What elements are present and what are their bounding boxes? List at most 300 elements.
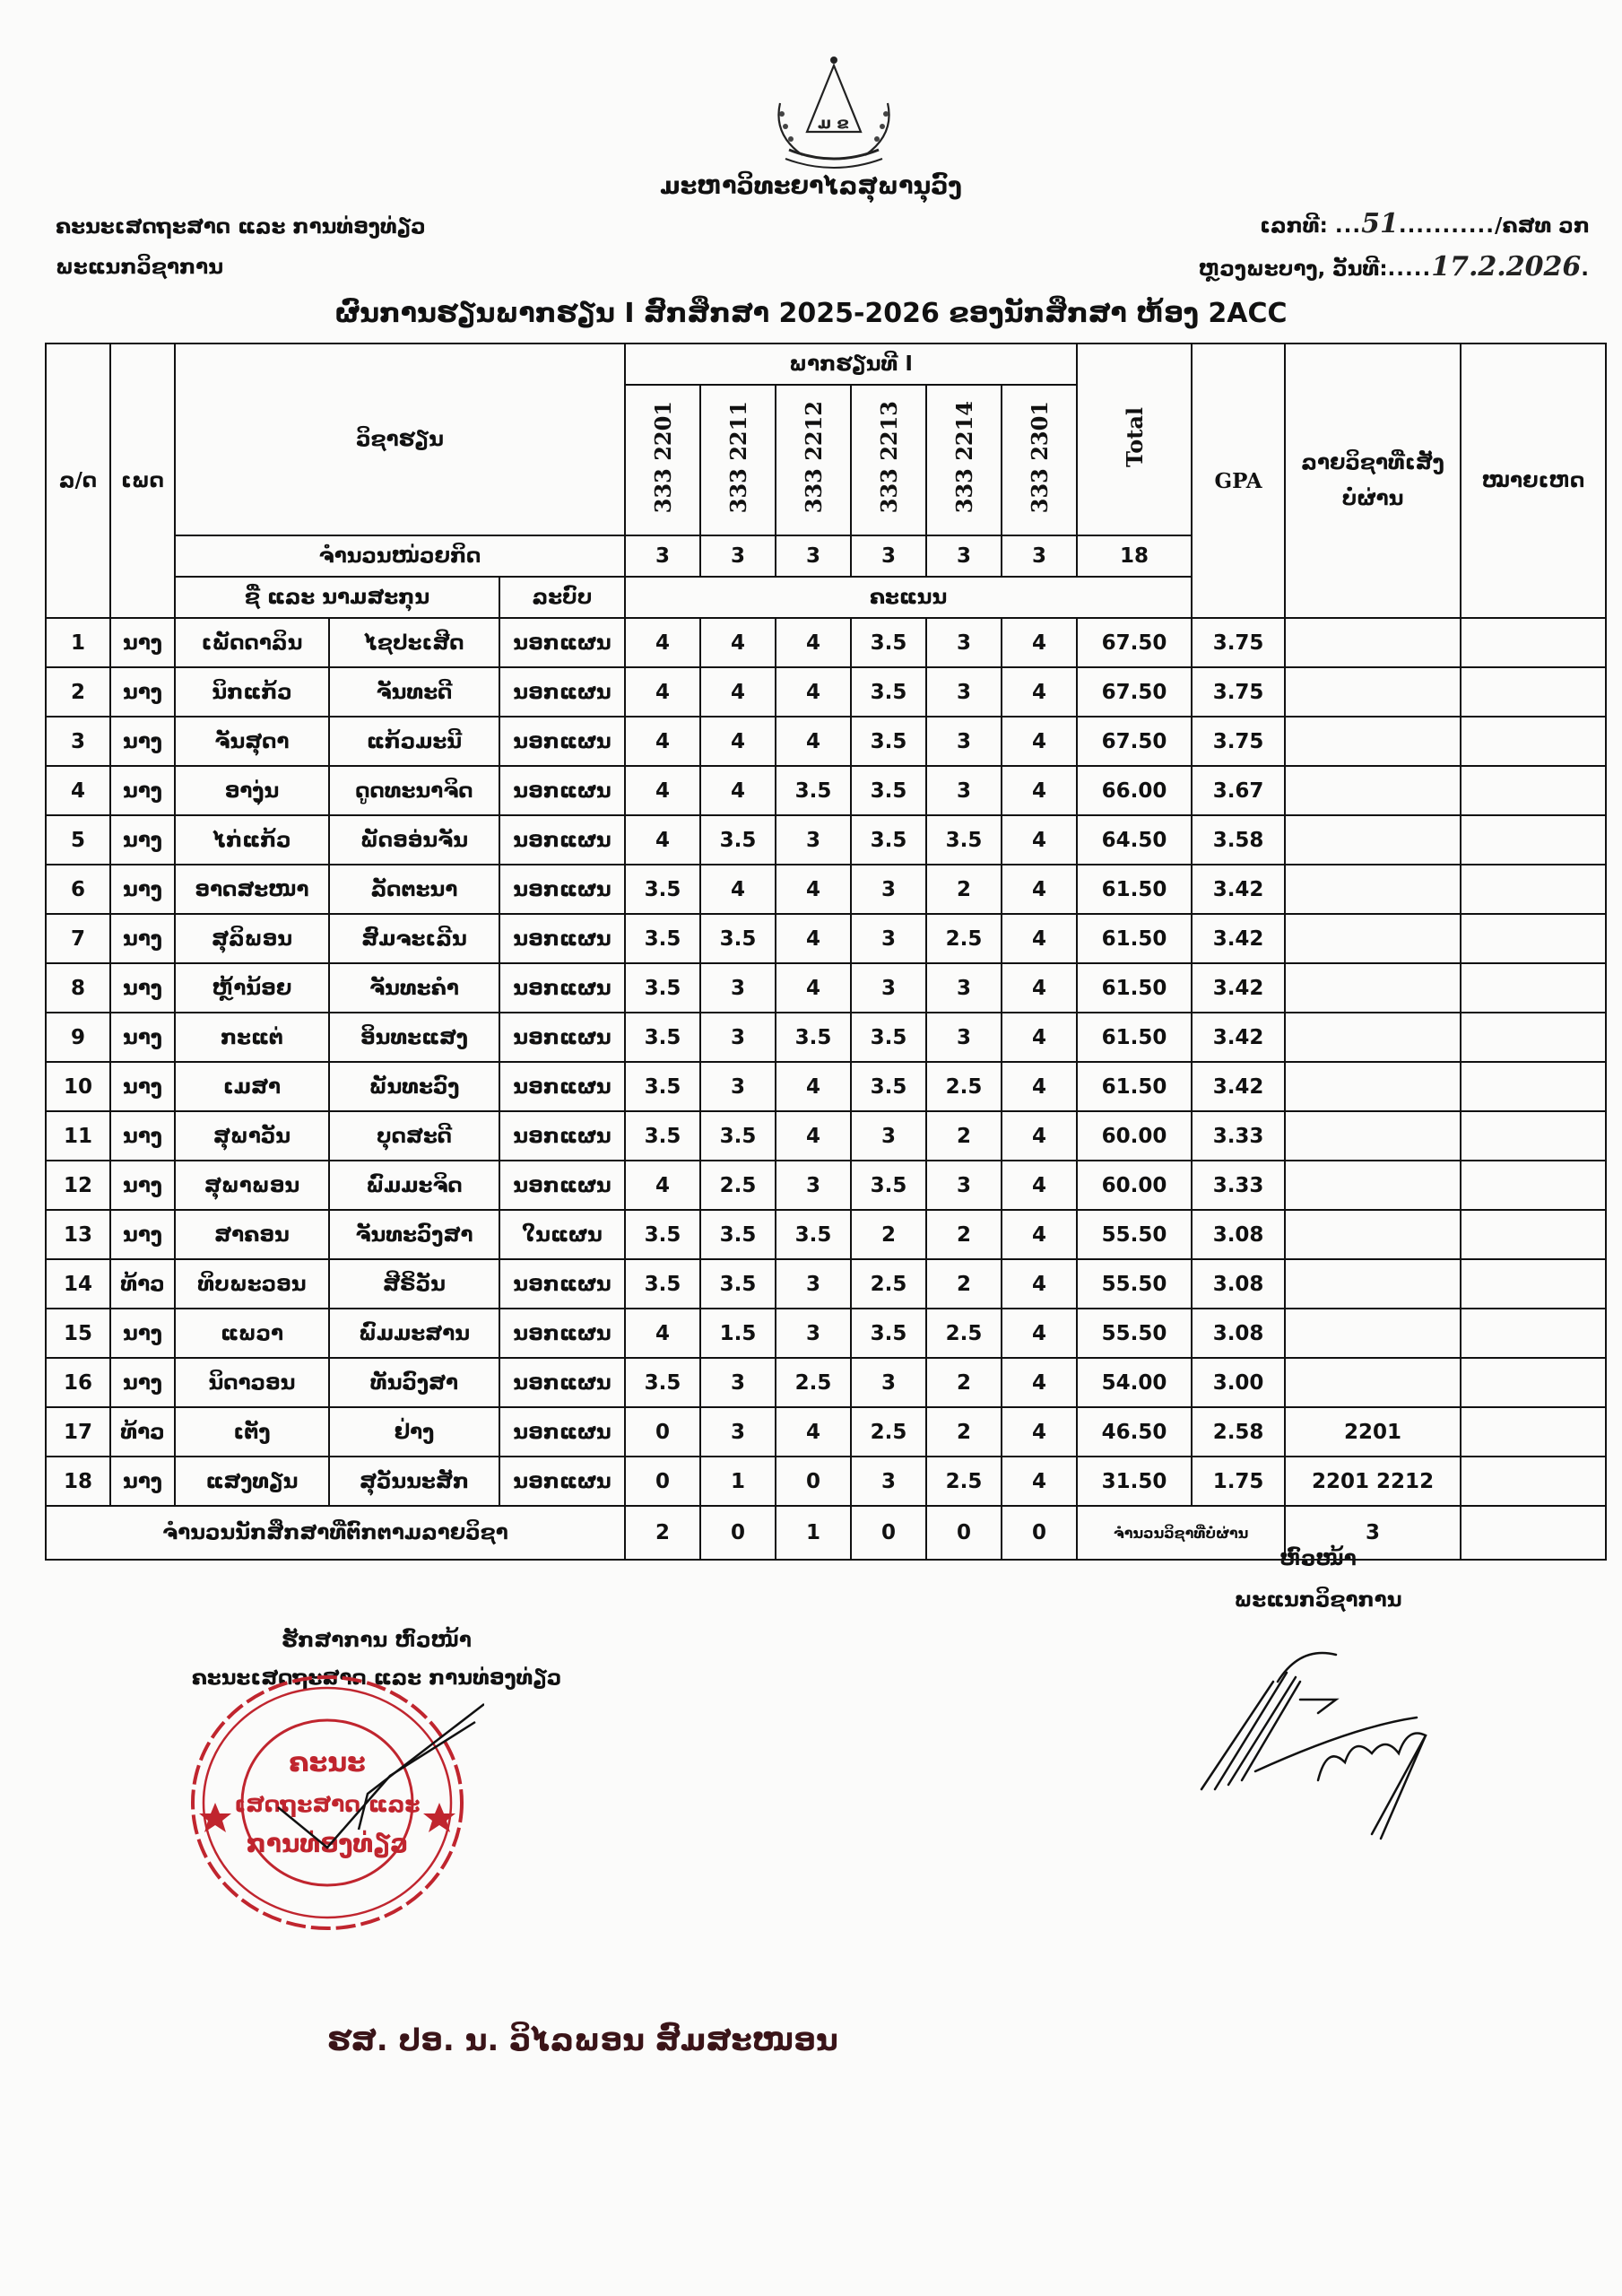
score-cell: 3.5 — [851, 618, 926, 667]
score-cell: 4 — [1002, 1309, 1077, 1358]
last-name-cell: ລັດຕະນາ — [329, 865, 499, 914]
score-cell: 2 — [851, 1210, 926, 1259]
gender-cell: ນາງ — [110, 1161, 175, 1210]
table-row — [46, 1062, 1606, 1111]
score-cell: 0 — [776, 1457, 851, 1506]
gender-cell: ນາງ — [110, 1062, 175, 1111]
score-cell: 4 — [776, 914, 851, 963]
gpa-cell: 3.00 — [1192, 1358, 1285, 1407]
stamp-text: ເສດຖະສາດ ແລະ — [234, 1791, 421, 1817]
score-cell: 4 — [1002, 1111, 1077, 1161]
first-name-cell: ສຸລິພອນ — [175, 914, 329, 963]
score-cell: 3 — [851, 865, 926, 914]
remark-cell — [1461, 815, 1606, 865]
gender-cell: ນາງ — [110, 1111, 175, 1161]
faculty-name: ຄະນະເສດຖະສາດ ແລະ ການທ່ອງທ່ຽວ — [56, 215, 426, 239]
total-cell: 60.00 — [1077, 1111, 1192, 1161]
remark-cell — [1461, 1259, 1606, 1309]
remark-cell — [1461, 1358, 1606, 1407]
failed-subjects-label: ຈຳນວນວິຊາທີ່ບໍ່ຜ່ານ — [1077, 1506, 1285, 1560]
score-cell: 2.5 — [851, 1407, 926, 1457]
total-cell: 60.00 — [1077, 1161, 1192, 1210]
remark-cell — [1461, 618, 1606, 667]
table-row — [46, 815, 1606, 865]
score-cell: 3.5 — [700, 815, 776, 865]
credits-total: 18 — [1077, 535, 1192, 577]
score-cell: 4 — [1002, 1013, 1077, 1062]
gender-cell: ນາງ — [110, 963, 175, 1013]
score-cell: 4 — [1002, 1259, 1077, 1309]
course-code: 333 2301 — [1026, 401, 1053, 514]
failed-subjects-cell — [1285, 1309, 1461, 1358]
gender-cell: ນາງ — [110, 1457, 175, 1506]
program-type-cell: ນອກແຜນ — [499, 1259, 625, 1309]
score-cell: 1 — [700, 1457, 776, 1506]
total-cell: 67.50 — [1077, 667, 1192, 717]
gender-cell: ນາງ — [110, 914, 175, 963]
gpa-cell: 3.42 — [1192, 1062, 1285, 1111]
score-cell: 3 — [851, 1358, 926, 1407]
row-number: 8 — [46, 963, 110, 1013]
col-gender-header: ເພດ — [110, 344, 175, 618]
score-cell: 3 — [700, 1062, 776, 1111]
score-cell: 3.5 — [700, 1210, 776, 1259]
gender-cell: ທ້າວ — [110, 1259, 175, 1309]
first-name-cell: ແພວາ — [175, 1309, 329, 1358]
gender-cell: ນາງ — [110, 1309, 175, 1358]
score-cell: 3 — [926, 618, 1002, 667]
course-credits: 3 — [700, 535, 776, 577]
row-number: 10 — [46, 1062, 110, 1111]
score-cell: 3 — [926, 1013, 1002, 1062]
last-name-cell: ອິນທະແສງ — [329, 1013, 499, 1062]
score-cell: 1.5 — [700, 1309, 776, 1358]
last-name-cell: ທັນວົງສາ — [329, 1358, 499, 1407]
score-cell: 4 — [1002, 618, 1077, 667]
date-value: 17.2.2026 — [1431, 251, 1582, 283]
score-cell: 3 — [926, 667, 1002, 717]
handwritten-signature-icon — [1193, 1628, 1470, 1843]
course-credits: 3 — [851, 535, 926, 577]
remark-cell — [1461, 1062, 1606, 1111]
table-row — [46, 766, 1606, 815]
row-number: 11 — [46, 1111, 110, 1161]
table-row — [46, 963, 1606, 1013]
first-name-cell: ແສງທຽນ — [175, 1457, 329, 1506]
score-cell: 4 — [1002, 1358, 1077, 1407]
total-cell: 66.00 — [1077, 766, 1192, 815]
score-cell: 4 — [625, 815, 700, 865]
last-name-cell: ສີຣິວັນ — [329, 1259, 499, 1309]
failed-subjects-cell — [1285, 1161, 1461, 1210]
left-signer-unit: ຄະນະເສດຖະສາດ ແລະ ການທ່ອງທ່ຽວ — [191, 1666, 562, 1690]
row-number: 14 — [46, 1259, 110, 1309]
gpa-cell: 3.75 — [1192, 667, 1285, 717]
failed-subjects-cell — [1285, 1111, 1461, 1161]
program-type-cell: ນອກແຜນ — [499, 1358, 625, 1407]
score-cell: 4 — [1002, 766, 1077, 815]
gender-cell: ນາງ — [110, 865, 175, 914]
document-date: ຫຼວງພະບາງ, ວັນທີ:.....17.2.2026. — [1198, 251, 1590, 283]
first-name-cell: ຫຼ້ານ້ອຍ — [175, 963, 329, 1013]
row-number: 7 — [46, 914, 110, 963]
table-row — [46, 1259, 1606, 1309]
row-number: 4 — [46, 766, 110, 815]
score-cell: 3 — [700, 1013, 776, 1062]
table-row — [46, 1210, 1606, 1259]
gpa-cell: 3.42 — [1192, 865, 1285, 914]
table-row — [46, 1358, 1606, 1407]
score-cell: 3.5 — [851, 1161, 926, 1210]
score-cell: 3.5 — [851, 717, 926, 766]
col-failed-header: ລາຍວິຊາທີ່ເສັງບໍ່ຜ່ານ — [1285, 344, 1461, 618]
university-name: ມະຫາວິທະຍາໄລສຸພານຸວົງ — [660, 172, 962, 200]
remark-cell — [1461, 914, 1606, 963]
last-name-cell: ສຸວັນນະສັກ — [329, 1457, 499, 1506]
course-code: 333 2213 — [875, 401, 902, 514]
score-cell: 4 — [700, 717, 776, 766]
first-name-cell: ນິກແກ້ວ — [175, 667, 329, 717]
score-cell: 3.5 — [625, 1210, 700, 1259]
gpa-cell: 3.08 — [1192, 1259, 1285, 1309]
score-cell: 4 — [700, 865, 776, 914]
department-name: ພະແນກວິຊາການ — [56, 256, 224, 279]
total-cell: 67.50 — [1077, 717, 1192, 766]
total-cell: 55.50 — [1077, 1210, 1192, 1259]
score-cell: 4 — [625, 667, 700, 717]
score-cell: 3.5 — [851, 1309, 926, 1358]
first-name-cell: ນິດາວອນ — [175, 1358, 329, 1407]
score-cell: 3 — [926, 766, 1002, 815]
program-type-cell: ນອກແຜນ — [499, 815, 625, 865]
score-cell: 3 — [926, 717, 1002, 766]
gender-cell: ນາງ — [110, 766, 175, 815]
col-no-header: ລ/ດ — [46, 344, 110, 618]
row-number: 5 — [46, 815, 110, 865]
program-type-cell: ນອກແຜນ — [499, 618, 625, 667]
first-name-cell: ທິບພະວອນ — [175, 1259, 329, 1309]
last-name-cell: ສົມຈະເລີນ — [329, 914, 499, 963]
last-name-cell: ແກ້ວມະນີ — [329, 717, 499, 766]
score-cell: 2.5 — [926, 1309, 1002, 1358]
gender-cell: ນາງ — [110, 717, 175, 766]
score-cell: 3 — [776, 1309, 851, 1358]
score-cell: 4 — [1002, 667, 1077, 717]
gpa-cell: 1.75 — [1192, 1457, 1285, 1506]
score-cell: 4 — [776, 1111, 851, 1161]
score-cell: 3 — [776, 1259, 851, 1309]
score-cell: 3 — [851, 914, 926, 963]
table-row — [46, 717, 1606, 766]
program-type-cell: ນອກແຜນ — [499, 667, 625, 717]
score-cell: 3 — [700, 1407, 776, 1457]
gender-cell: ນາງ — [110, 667, 175, 717]
remark-cell — [1461, 1161, 1606, 1210]
row-number: 16 — [46, 1358, 110, 1407]
row-number: 9 — [46, 1013, 110, 1062]
row-number: 12 — [46, 1161, 110, 1210]
number-label: ເລກທີ: — [1260, 214, 1328, 238]
gender-cell: ນາງ — [110, 815, 175, 865]
first-name-cell: ເຕັງ — [175, 1407, 329, 1457]
number-value: 51 — [1361, 208, 1399, 239]
row-number: 13 — [46, 1210, 110, 1259]
score-cell: 2.5 — [926, 1457, 1002, 1506]
grades-table — [45, 343, 1607, 1561]
last-name-cell: ໄຊປະເສີດ — [329, 618, 499, 667]
gpa-cell: 3.67 — [1192, 766, 1285, 815]
failed-subjects-cell — [1285, 815, 1461, 865]
course-code: 333 2201 — [649, 401, 676, 514]
program-type-cell: ນອກແຜນ — [499, 1161, 625, 1210]
total-cell: 55.50 — [1077, 1259, 1192, 1309]
score-cell: 3 — [851, 1457, 926, 1506]
row-number: 15 — [46, 1309, 110, 1358]
official-stamp-icon — [179, 1668, 484, 1937]
score-cell: 3.5 — [625, 1013, 700, 1062]
summary-count: 0 — [1002, 1506, 1077, 1560]
score-cell: 3 — [776, 815, 851, 865]
total-cell: 61.50 — [1077, 865, 1192, 914]
program-type-cell: ນອກແຜນ — [499, 865, 625, 914]
failed-subjects-cell: 2201 — [1285, 1407, 1461, 1457]
total-cell: 55.50 — [1077, 1309, 1192, 1358]
right-signature-title — [1201, 1538, 1435, 1621]
course-credits: 3 — [1002, 535, 1077, 577]
failed-subjects-cell — [1285, 1013, 1461, 1062]
score-cell: 2 — [926, 865, 1002, 914]
score-cell: 3.5 — [625, 914, 700, 963]
first-name-cell: ອາງຸ່ນ — [175, 766, 329, 815]
failed-subjects-cell — [1285, 766, 1461, 815]
score-cell: 4 — [1002, 717, 1077, 766]
score-cell: 4 — [625, 717, 700, 766]
gpa-cell: 2.58 — [1192, 1407, 1285, 1457]
first-name-cell: ເມສາ — [175, 1062, 329, 1111]
table-row — [46, 1407, 1606, 1457]
row-number: 2 — [46, 667, 110, 717]
last-name-cell: ຢ່າງ — [329, 1407, 499, 1457]
score-cell: 3 — [776, 1161, 851, 1210]
col-total-header: Total — [1121, 406, 1148, 467]
score-cell: 3.5 — [851, 1062, 926, 1111]
course-code: 333 2212 — [800, 401, 827, 514]
score-cell: 0 — [625, 1407, 700, 1457]
last-name-cell: ບຸດສະດີ — [329, 1111, 499, 1161]
col-remark-header: ໝາຍເຫດ — [1461, 344, 1606, 618]
failed-subjects-cell — [1285, 1062, 1461, 1111]
course-credits: 3 — [776, 535, 851, 577]
total-cell: 61.50 — [1077, 914, 1192, 963]
score-cell: 3.5 — [851, 766, 926, 815]
score-cell: 3.5 — [776, 766, 851, 815]
course-code: 333 2211 — [724, 401, 751, 514]
first-name-cell: ໄກ່ແກ້ວ — [175, 815, 329, 865]
total-cell: 54.00 — [1077, 1358, 1192, 1407]
score-cell: 4 — [625, 1161, 700, 1210]
number-suffix: /ຄສທ ວກ — [1494, 214, 1590, 238]
left-signer-role: ຮັກສາການ ຫົວໜ້າ — [282, 1629, 472, 1652]
total-cell: 64.50 — [1077, 815, 1192, 865]
remark-cell — [1461, 1407, 1606, 1457]
score-cell: 4 — [776, 1407, 851, 1457]
col-subject-header: ວິຊາຮຽນ — [175, 344, 625, 535]
total-cell: 31.50 — [1077, 1457, 1192, 1506]
gender-cell: ທ້າວ — [110, 1407, 175, 1457]
gender-cell: ນາງ — [110, 618, 175, 667]
score-cell: 4 — [1002, 963, 1077, 1013]
type-header: ລະບົບ — [499, 577, 625, 618]
remark-cell — [1461, 1309, 1606, 1358]
score-cell: 4 — [625, 1309, 700, 1358]
score-cell: 4 — [700, 667, 776, 717]
score-cell: 2 — [926, 1358, 1002, 1407]
failed-subjects-count: 3 — [1285, 1506, 1461, 1560]
gpa-cell: 3.33 — [1192, 1161, 1285, 1210]
table-row — [46, 1111, 1606, 1161]
score-cell: 3.5 — [700, 1259, 776, 1309]
first-name-cell: ສຸພາພອນ — [175, 1161, 329, 1210]
score-cell: 2 — [926, 1407, 1002, 1457]
table-row — [46, 1161, 1606, 1210]
course-code: 333 2214 — [950, 401, 977, 514]
last-name-cell: ດູດທະນາຈິດ — [329, 766, 499, 815]
first-name-cell: ກະແຕ່ — [175, 1013, 329, 1062]
signer-name: ຮສ. ປອ. ນ. ວິໄລພອນ ສົມສະໜອນ — [327, 2022, 838, 2058]
gpa-cell: 3.75 — [1192, 618, 1285, 667]
failed-subjects-cell — [1285, 963, 1461, 1013]
score-cell: 3.5 — [700, 914, 776, 963]
gpa-cell: 3.33 — [1192, 1111, 1285, 1161]
summary-count: 1 — [776, 1506, 851, 1560]
program-type-cell: ນອກແຜນ — [499, 1457, 625, 1506]
summary-count: 2 — [625, 1506, 700, 1560]
remark-cell — [1461, 1013, 1606, 1062]
first-name-cell: ອາດສະໜາ — [175, 865, 329, 914]
score-cell: 3.5 — [851, 815, 926, 865]
score-cell: 3 — [700, 1358, 776, 1407]
table-row — [46, 667, 1606, 717]
row-number: 18 — [46, 1457, 110, 1506]
score-cell: 0 — [625, 1457, 700, 1506]
stamp-text: ການທ່ອງທ່ຽວ — [246, 1829, 409, 1858]
table-row — [46, 1457, 1606, 1506]
semester-header: ພາກຮຽນທີ I — [625, 344, 1077, 385]
program-type-cell: ນອກແຜນ — [499, 963, 625, 1013]
score-cell: 4 — [700, 766, 776, 815]
total-cell: 61.50 — [1077, 963, 1192, 1013]
row-number: 3 — [46, 717, 110, 766]
program-type-cell: ນອກແຜນ — [499, 717, 625, 766]
failed-subjects-cell: 2201 2212 — [1285, 1457, 1461, 1506]
first-name-cell: ສາຄອນ — [175, 1210, 329, 1259]
score-cell: 3.5 — [776, 1013, 851, 1062]
total-cell: 61.50 — [1077, 1062, 1192, 1111]
gpa-cell: 3.08 — [1192, 1309, 1285, 1358]
name-header: ຊື່ ແລະ ນາມສະກຸນ — [175, 577, 499, 618]
score-cell: 4 — [1002, 914, 1077, 963]
score-cell: 3 — [700, 963, 776, 1013]
score-cell: 3 — [926, 1161, 1002, 1210]
program-type-cell: ນອກແຜນ — [499, 914, 625, 963]
last-name-cell: ຈັນທະວົງສາ — [329, 1210, 499, 1259]
program-type-cell: ນອກແຜນ — [499, 1062, 625, 1111]
gpa-cell: 3.42 — [1192, 963, 1285, 1013]
score-cell: 3 — [851, 1111, 926, 1161]
failed-subjects-cell — [1285, 1210, 1461, 1259]
remark-cell — [1461, 766, 1606, 815]
remark-cell — [1461, 717, 1606, 766]
failed-subjects-cell — [1285, 618, 1461, 667]
score-cell: 2.5 — [776, 1358, 851, 1407]
score-cell: 3.5 — [625, 1259, 700, 1309]
place-date-label: ຫຼວງພະບາງ, ວັນທີ: — [1198, 257, 1388, 281]
score-cell: 3.5 — [926, 815, 1002, 865]
failed-subjects-cell — [1285, 865, 1461, 914]
total-cell: 61.50 — [1077, 1013, 1192, 1062]
document-number: ເລກທີ: ...51.........../ຄສທ ວກ — [1260, 208, 1590, 239]
program-type-cell: ນອກແຜນ — [499, 766, 625, 815]
gpa-cell: 3.42 — [1192, 1013, 1285, 1062]
table-row — [46, 618, 1606, 667]
score-cell: 4 — [625, 766, 700, 815]
program-type-cell: ນອກແຜນ — [499, 1309, 625, 1358]
last-name-cell: ພັດອອ່ນຈັນ — [329, 815, 499, 865]
score-cell: 3.5 — [625, 963, 700, 1013]
score-cell: 2 — [926, 1210, 1002, 1259]
summary-remark — [1461, 1506, 1606, 1560]
table-row — [46, 914, 1606, 963]
gender-cell: ນາງ — [110, 1210, 175, 1259]
score-cell: 2.5 — [851, 1259, 926, 1309]
last-name-cell: ພົມມະສານ — [329, 1309, 499, 1358]
table-row — [46, 1309, 1606, 1358]
score-cell: 4 — [776, 1062, 851, 1111]
gpa-cell: 3.08 — [1192, 1210, 1285, 1259]
last-name-cell: ຈັນທະຄຳ — [329, 963, 499, 1013]
col-gpa-header: GPA — [1192, 344, 1285, 618]
score-cell: 2.5 — [926, 914, 1002, 963]
remark-cell — [1461, 963, 1606, 1013]
svg-text:ມ ຂ: ມ ຂ — [818, 114, 849, 133]
table-row — [46, 865, 1606, 914]
remark-cell — [1461, 1111, 1606, 1161]
page-title: ຜົນການຮຽນພາກຮຽນ I ສົກສຶກສາ 2025-2026 ຂອງນັກສຶກສາ ຫ້ອງ 2ACC — [334, 298, 1288, 329]
score-cell: 4 — [776, 667, 851, 717]
course-credits: 3 — [926, 535, 1002, 577]
score-cell: 2 — [926, 1259, 1002, 1309]
row-number: 17 — [46, 1407, 110, 1457]
row-number: 1 — [46, 618, 110, 667]
program-type-cell: ນອກແຜນ — [499, 1013, 625, 1062]
gpa-cell: 3.75 — [1192, 717, 1285, 766]
score-cell: 4 — [776, 963, 851, 1013]
total-cell: 67.50 — [1077, 618, 1192, 667]
score-cell: 4 — [776, 865, 851, 914]
table-row — [46, 1013, 1606, 1062]
score-cell: 3.5 — [776, 1210, 851, 1259]
score-cell: 3.5 — [625, 1111, 700, 1161]
summary-count: 0 — [851, 1506, 926, 1560]
score-header: ຄະແນນ — [625, 577, 1192, 618]
score-cell: 3.5 — [700, 1111, 776, 1161]
course-credits: 3 — [625, 535, 700, 577]
score-cell: 4 — [1002, 865, 1077, 914]
failed-subjects-cell — [1285, 1259, 1461, 1309]
gender-cell: ນາງ — [110, 1358, 175, 1407]
failed-subjects-cell — [1285, 667, 1461, 717]
last-name-cell: ຈັນທະດີ — [329, 667, 499, 717]
